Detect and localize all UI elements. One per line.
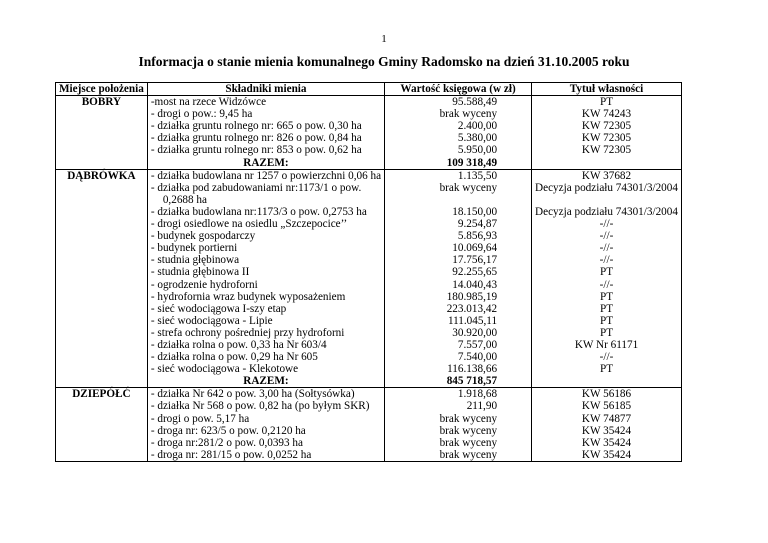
value-line: 2.400,00 [457,120,498,133]
asset-line: - działka pod zabudowaniami nr:1173/1 o pow. [150,181,362,194]
ownership-line: KW 56185 [581,400,632,413]
asset-line: - studnia głębinowa [150,254,240,267]
value-line: 111.045,11 [447,314,498,327]
asset-line: - droga nr: 281/15 o pow. 0,0252 ha [150,448,312,461]
value-line: 223.013,42 [446,302,498,315]
asset-line: - sieć wodociągowa - Lipie [150,314,273,327]
ownership-line: PT [599,266,614,279]
ownership-line [535,157,678,169]
ownership-line: PT [599,96,614,109]
asset-line: - działka gruntu rolnego nr: 665 o pow. 0,30 ha [150,120,362,133]
asset-line: -most na rzece Widzówce [150,96,267,109]
asset-line: 0,2688 ha [162,193,207,206]
asset-line: - drogi o pow.: 9,45 ha [150,108,253,121]
ownership-line: -//- [599,218,614,231]
ownership-line: -//- [599,278,614,291]
value-line: 14.040,43 [452,278,498,291]
table-row [56,388,682,462]
value-line: 5.856,93 [457,230,498,243]
value-line: 17.756,17 [452,254,498,267]
value-line: 92.255,65 [452,266,498,279]
value-line: 18.150,00 [452,205,498,218]
asset-line: - działka budowlana nr:1173/3 o pow. 0,2753 ha [150,205,367,218]
asset-cell [147,388,384,462]
asset-line: - droga nr: 623/5 o pow. 0,2120 ha [150,424,306,437]
asset-line: - budynek gospodarczy [150,230,256,243]
header-ownership: Tytuł własności [532,83,682,96]
value-line: 1.135,50 [457,169,498,182]
total-label: RAZEM: [243,375,289,388]
value-line: brak wyceny [439,436,498,449]
ownership-line: -//- [599,242,614,255]
ownership-line: KW 37682 [581,169,632,182]
value-line: 10.069,64 [452,242,498,255]
value-line: 9.254,87 [457,218,498,231]
value-line: 180.985,19 [446,290,498,303]
asset-line: - droga nr:281/2 o pow. 0,0393 ha [150,436,303,449]
document-title: Informacja o stanie mienia komunalnego Gminy Radomsko na dzień 31.10.2005 roku [138,54,630,69]
ownership-line: KW 72305 [581,120,632,133]
value-line: 7.557,00 [457,338,498,351]
ownership-line: KW 74243 [581,108,632,121]
asset-line: - działka rolna o pow. 0,33 ha Nr 603/4 [150,338,327,351]
value-line: brak wyceny [439,448,498,461]
asset-line: - drogi osiedlowe na osiedlu „Szczepocice’’ [150,218,348,231]
total-value: 845 718,57 [446,375,498,388]
value-cell [385,96,532,170]
header-location: Miejsce położenia [56,83,148,96]
ownership-line: Decyzja podziału 74301/3/2004 [535,205,678,218]
value-line: 95.588,49 [452,96,498,109]
location-cell [56,169,148,388]
ownership-line: KW 56186 [581,388,632,401]
asset-line: - działka rolna o pow. 0,29 ha Nr 605 [150,351,318,364]
value-line: 5.380,00 [457,132,498,145]
value-line: 7.540,00 [457,351,498,364]
asset-line: - działka budowlana nr 1257 o powierzchni 0,06 ha [150,169,382,182]
table-row [56,96,682,170]
asset-line: - działka gruntu rolnego nr: 826 o pow. 0,84 ha [150,132,362,145]
assets-table [55,82,682,462]
location-cell [56,96,148,170]
asset-line: - sieć wodociągowa I-szy etap [150,302,287,315]
ownership-line: -//- [599,351,614,364]
ownership-line [535,194,678,206]
table-row [56,169,682,388]
value-line: 5.950,00 [457,144,498,157]
asset-line: - ogrodzenie hydroforni [150,278,258,291]
ownership-line: KW 35424 [581,436,632,449]
value-line: 30.920,00 [452,326,498,339]
asset-line: - drogi o pow. 5,17 ha [150,412,250,425]
asset-line: - strefa ochrony pośredniej przy hydroforni [150,326,345,339]
location-label: DĄBRÓWKA [67,169,136,182]
location-label: BOBRY [81,96,122,109]
ownership-line: PT [599,302,614,315]
asset-line: - sieć wodociągowa - Klekotowe [150,363,299,376]
value-line: brak wyceny [439,412,498,425]
location-cell [56,388,148,462]
ownership-line: KW 35424 [581,448,632,461]
asset-line: - działka Nr 642 o pow. 3,00 ha (Sołtysówka) [150,388,355,401]
ownership-cell [532,169,682,388]
ownership-line: Decyzja podziału 74301/3/2004 [535,181,678,194]
value-cell [385,388,532,462]
asset-line: - budynek portierni [150,242,238,255]
total-value: 109 318,49 [446,156,498,169]
ownership-line: KW 72305 [581,132,632,145]
asset-cell [147,96,384,170]
value-line: brak wyceny [439,108,498,121]
value-line: brak wyceny [439,424,498,437]
value-line [388,194,497,206]
ownership-line: KW Nr 61171 [574,338,639,351]
asset-line: - hydrofornia wraz budynek wyposażeniem [150,290,346,303]
ownership-line: PT [599,326,614,339]
asset-line: - działka Nr 568 o pow. 0,82 ha (po byłym SKR) [150,400,370,413]
ownership-cell [532,96,682,170]
total-label: RAZEM: [243,156,289,169]
ownership-line [535,375,678,387]
ownership-line: KW 74877 [581,412,632,425]
header-assets: Składniki mienia [147,83,384,96]
page-number: 1 [381,33,387,45]
header-value: Wartość księgowa (w zł) [385,83,532,96]
asset-line: - działka gruntu rolnego nr: 853 o pow. 0,62 ha [150,144,362,157]
value-line: 1.918,68 [457,388,498,401]
table-body [56,96,682,462]
ownership-line: PT [599,314,614,327]
asset-line: - studnia głębinowa II [150,266,250,279]
value-line: 116.138,66 [447,363,498,376]
value-line: brak wyceny [439,181,498,194]
ownership-cell [532,388,682,462]
table-header-row [56,83,682,96]
ownership-line: KW 35424 [581,424,632,437]
asset-cell [147,169,384,388]
location-label: DZIEPÓŁĆ [72,388,131,401]
ownership-line: PT [599,290,614,303]
ownership-line: KW 72305 [581,144,632,157]
ownership-line: PT [599,363,614,376]
value-line: 211,90 [466,400,498,413]
ownership-line: -//- [599,254,614,267]
ownership-line: -//- [599,230,614,243]
value-cell [385,169,532,388]
